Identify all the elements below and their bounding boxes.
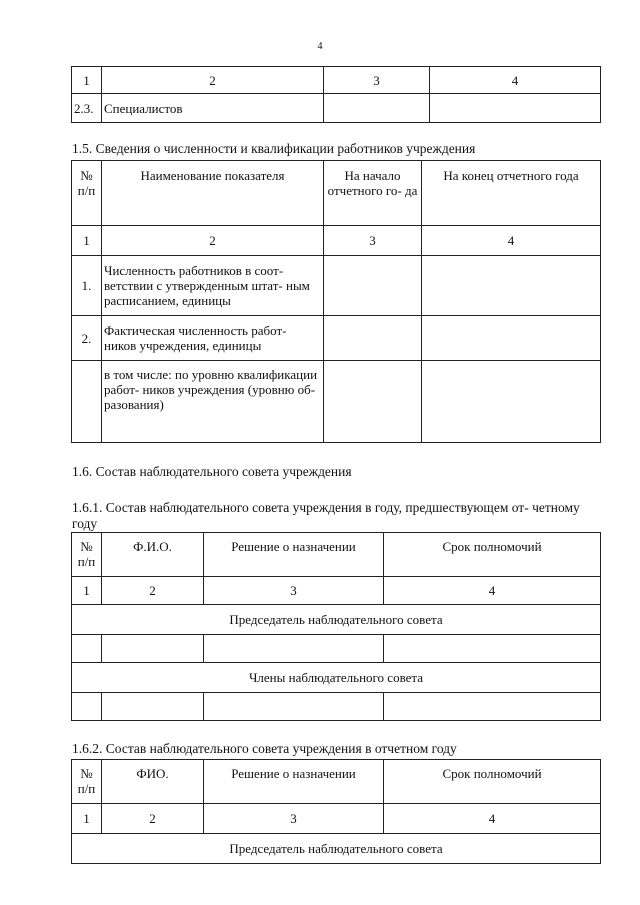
empty-cell [102,635,204,663]
row-number: 1. [72,256,102,316]
col-index: 2 [102,67,324,94]
staff-category-table [71,66,601,123]
col-index: 4 [384,577,601,605]
empty-cell [324,361,422,443]
chairman-row-label: Председатель наблюдательного совета [72,605,601,635]
column-header: № п/п [72,161,102,226]
col-index: 4 [384,804,601,834]
col-index: 3 [324,67,430,94]
board-previous-year-table [71,532,601,721]
page-number: 4 [317,41,323,52]
board-current-year-table [71,759,601,864]
column-header: Решение о назначении [204,533,384,577]
column-header: Срок полномочий [384,760,601,804]
column-header: На конец отчетного года [422,161,601,226]
column-header: № п/п [72,760,102,804]
row-number: 2. [72,316,102,361]
empty-cell [384,693,601,721]
col-index: 2 [102,226,324,256]
row-number: 2.3. [72,94,102,123]
row-name: Фактическая численность работ- ников учреждения, единицы [102,316,324,361]
row-name: Специалистов [102,94,324,123]
empty-cell [430,94,601,123]
col-index: 1 [72,577,102,605]
empty-cell [324,256,422,316]
section-heading-1-6-2: 1.6.2. Состав наблюдательного совета учреждения в отчетном году [72,741,457,756]
col-index: 1 [72,226,102,256]
section-heading-1-5: 1.5. Сведения о численности и квалификации работников учреждения [72,141,476,156]
row-number [72,361,102,443]
column-header: Решение о назначении [204,760,384,804]
empty-cell [204,693,384,721]
empty-cell [102,693,204,721]
empty-cell [72,635,102,663]
col-index: 3 [204,804,384,834]
col-index: 3 [204,577,384,605]
empty-cell [422,361,601,443]
empty-cell [384,635,601,663]
empty-cell [72,693,102,721]
column-header: На начало отчетного го- да [324,161,422,226]
col-index: 1 [72,804,102,834]
row-name: в том числе: по уровню квалификации работ- ников учреждения (уровню об- разования) [102,361,324,443]
empty-cell [204,635,384,663]
members-row-label: Члены наблюдательного совета [72,663,601,693]
chairman-row-label: Председатель наблюдательного совета [72,834,601,864]
empty-cell [422,256,601,316]
col-index: 4 [422,226,601,256]
col-index: 2 [102,804,204,834]
section-heading-1-6: 1.6. Состав наблюдательного совета учреждения [72,464,352,479]
column-header: Срок полномочий [384,533,601,577]
col-index: 4 [430,67,601,94]
empty-cell [422,316,601,361]
staff-qualification-table [71,160,601,443]
col-index: 2 [102,577,204,605]
column-header: ФИО. [102,760,204,804]
column-header: № п/п [72,533,102,577]
row-name: Численность работников в соот- ветствии с утвержденным штат- ным расписанием, единицы [102,256,324,316]
empty-cell [324,94,430,123]
section-heading-1-6-1: 1.6.1. Состав наблюдательного совета учреждения в году, предшествующем от- четному году [72,500,580,531]
column-header: Наименование показателя [102,161,324,226]
col-index: 3 [324,226,422,256]
empty-cell [324,316,422,361]
col-index: 1 [72,67,102,94]
column-header: Ф.И.О. [102,533,204,577]
